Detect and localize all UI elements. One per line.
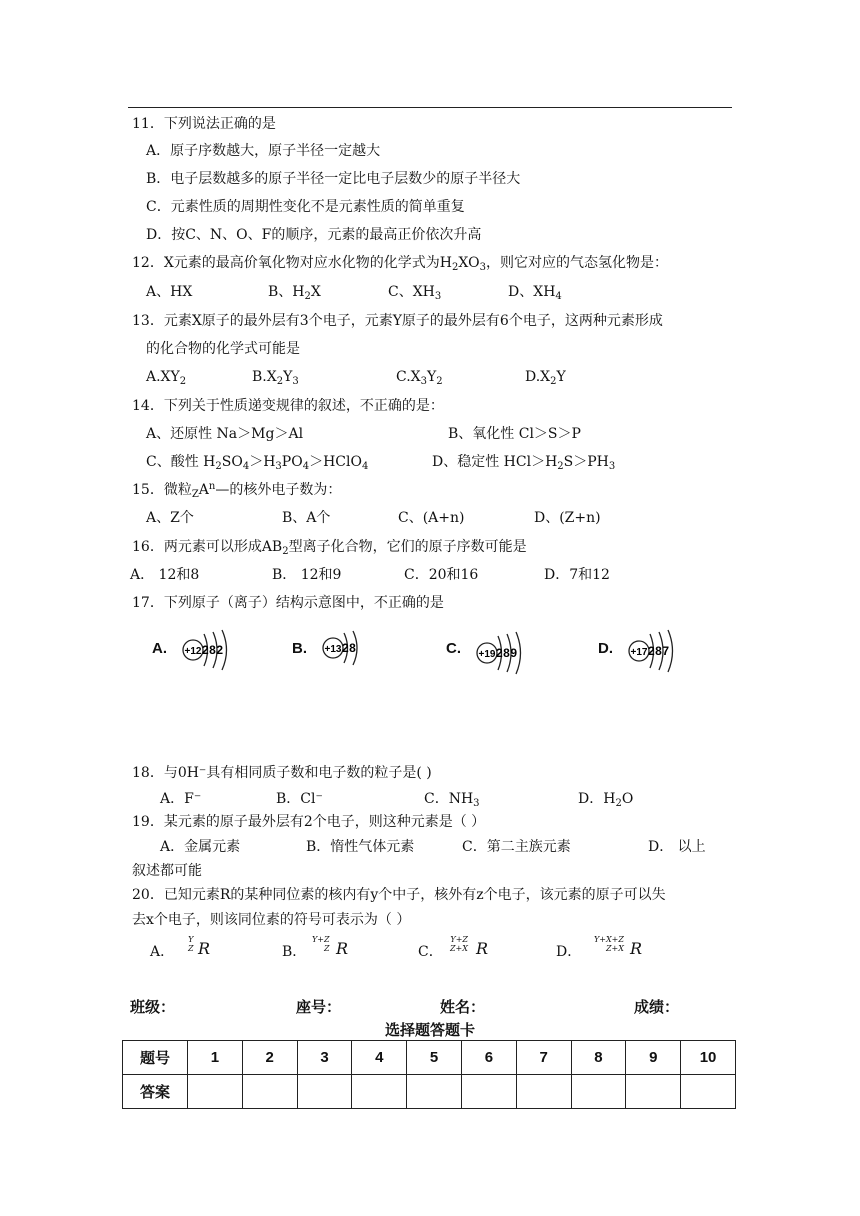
q17-stem: 17．下列原子（离子）结构示意图中，不正确的是 bbox=[132, 595, 444, 611]
isotope-symbol: R bbox=[198, 939, 211, 958]
q19-option-a: A．金属元素 bbox=[160, 839, 241, 855]
question-number: 4 bbox=[352, 1041, 407, 1075]
table-row bbox=[123, 1041, 736, 1075]
q16-option-d: D．7和12 bbox=[544, 567, 610, 583]
row-label-number: 题号 bbox=[123, 1041, 188, 1075]
q11-option-b: B．电子层数越多的原子半径一定比电子层数少的原子半径大 bbox=[146, 171, 521, 187]
atom-diagram-d bbox=[598, 626, 688, 676]
q12-option-b: B、$H_2X$ bbox=[268, 284, 321, 302]
q14-option-b: B、氧化性 Cl＞S＞P bbox=[448, 426, 581, 442]
shell-electrons: 287 bbox=[648, 644, 670, 658]
answer-card-table bbox=[122, 1040, 736, 1109]
name-field-label: 姓名： bbox=[440, 999, 486, 1016]
diagram-label: A. bbox=[152, 640, 167, 657]
q12-stem: 12．X元素的最高价氧化物对应水化物的化学式为$H_2XO_3$，则它对应的气态氢化物是： bbox=[132, 255, 668, 273]
question-number: 5 bbox=[407, 1041, 462, 1075]
q16-option-b: B． 12和9 bbox=[272, 567, 342, 583]
q12-option-d: D、$XH_4$ bbox=[508, 284, 562, 302]
q18-option-a: A．F⁻ bbox=[160, 791, 202, 807]
q19-option-d: D． 以上 bbox=[648, 839, 706, 855]
q19-option-c: C．第二主族元素 bbox=[462, 839, 571, 855]
q13-stem-line1: 13．元素X原子的最外层有3个电子，元素Y原子的最外层有6个电子，这两种元素形成 bbox=[132, 313, 663, 329]
q18-option-c: C．$NH_3$ bbox=[424, 791, 480, 809]
question-number: 6 bbox=[461, 1041, 516, 1075]
answer-cell[interactable] bbox=[461, 1075, 516, 1109]
nucleus-charge: +19 bbox=[478, 649, 496, 660]
isotope-symbol: R bbox=[336, 939, 349, 958]
nucleus-charge: +17 bbox=[630, 647, 648, 658]
q20-option-c: C． Y+Z Z+X R bbox=[418, 935, 489, 960]
nucleus-charge: +13 bbox=[324, 644, 342, 655]
q13-option-a: $A.XY_2$ bbox=[146, 369, 187, 387]
question-number: 3 bbox=[297, 1041, 352, 1075]
q16-option-a: A． 12和8 bbox=[130, 567, 200, 583]
atom-diagram-c bbox=[446, 626, 536, 676]
q14-stem: 14．下列关于性质递变规律的叙述，不正确的是： bbox=[132, 398, 444, 414]
atom-shells-icon bbox=[474, 626, 534, 676]
question-number: 1 bbox=[188, 1041, 243, 1075]
answer-cell[interactable] bbox=[242, 1075, 297, 1109]
q18-option-b: B．Cl⁻ bbox=[276, 791, 323, 807]
q16-option-c: C．20和16 bbox=[404, 567, 479, 583]
q13-stem-line2: 的化合物的化学式可能是 bbox=[146, 341, 300, 357]
q19-stem: 19．某元素的原子最外层有2个电子，则这种元素是（ ） bbox=[132, 814, 486, 830]
question-number: 10 bbox=[681, 1041, 736, 1075]
atom-shells-icon bbox=[180, 626, 240, 676]
q18-option-d: D．$H_2O$ bbox=[578, 791, 634, 809]
shell-electrons: 28 bbox=[342, 641, 357, 655]
q11-option-c: C．元素性质的周期性变化不是元素性质的简单重复 bbox=[146, 199, 465, 215]
isotope-symbol: R bbox=[476, 939, 489, 958]
class-field-label: 班级： bbox=[130, 999, 176, 1016]
answer-card-title: 选择题答题卡 bbox=[384, 1022, 475, 1039]
q11-option-a: A．原子序数越大，原子半径一定越大 bbox=[146, 143, 381, 159]
diagram-label: B. bbox=[292, 640, 307, 657]
answer-cell[interactable] bbox=[571, 1075, 626, 1109]
shell-electrons: 282 bbox=[202, 643, 224, 657]
q12-option-a: A、HX bbox=[146, 284, 193, 300]
q18-stem: 18．与0H⁻具有相同质子数和电子数的粒子是( ) bbox=[132, 765, 432, 781]
question-number: 2 bbox=[242, 1041, 297, 1075]
q12-option-c: C、$XH_3$ bbox=[388, 284, 442, 302]
q16-stem: 16．两元素可以形成$AB_2$型离子化合物，它们的原子序数可能是 bbox=[132, 539, 527, 557]
answer-cell[interactable] bbox=[626, 1075, 681, 1109]
q19-option-d-cont: 叙述都可能 bbox=[132, 863, 202, 879]
q15-option-c: C、(A+n) bbox=[398, 510, 465, 526]
q20-option-a: A． Y Z R bbox=[150, 935, 211, 960]
answer-cell[interactable] bbox=[681, 1075, 736, 1109]
q11-option-d: D．按C、N、O、F的顺序，元素的最高正价依次升高 bbox=[146, 227, 482, 243]
answer-cell[interactable] bbox=[297, 1075, 352, 1109]
q15-option-a: A、Z个 bbox=[146, 510, 194, 526]
diagram-label: C. bbox=[446, 640, 461, 657]
seat-field-label: 座号： bbox=[296, 999, 342, 1016]
q14-option-a: A、还原性 Na＞Mg＞Al bbox=[146, 426, 304, 442]
atom-shells-icon bbox=[626, 626, 686, 676]
table-row bbox=[123, 1075, 736, 1109]
answer-cell[interactable] bbox=[352, 1075, 407, 1109]
top-rule bbox=[128, 107, 732, 108]
q13-option-b: $B.X_2Y_3$ bbox=[252, 369, 299, 387]
nucleus-charge: +12 bbox=[184, 646, 202, 657]
q13-option-d: $D.X_2Y$ bbox=[525, 369, 566, 387]
q20-stem-line2: 去x个电子，则该同位素的符号可表示为（ ） bbox=[132, 912, 411, 928]
answer-cell[interactable] bbox=[188, 1075, 243, 1109]
atom-diagram-b bbox=[292, 626, 382, 676]
question-number: 8 bbox=[571, 1041, 626, 1075]
answer-cell[interactable] bbox=[516, 1075, 571, 1109]
q15-option-b: B、A个 bbox=[282, 510, 331, 526]
diagram-label: D. bbox=[598, 640, 613, 657]
row-label-answer: 答案 bbox=[123, 1075, 188, 1109]
shell-electrons: 289 bbox=[496, 646, 518, 660]
answer-cell[interactable] bbox=[407, 1075, 462, 1109]
q15-stem: 15．微粒$_ZA^n—$的核外电子数为： bbox=[132, 481, 342, 500]
q20-option-b: B． Y+Z Z R bbox=[282, 935, 349, 960]
q15-option-d: D、(Z+n) bbox=[534, 510, 601, 526]
atom-shells-icon bbox=[320, 626, 380, 676]
question-number: 9 bbox=[626, 1041, 681, 1075]
q20-stem-line1: 20．已知元素R的某种同位素的核内有y个中子，核外有z个电子，该元素的原子可以失 bbox=[132, 887, 666, 903]
q11-stem: 11．下列说法正确的是 bbox=[132, 116, 276, 132]
q19-option-b: B．惰性气体元素 bbox=[306, 839, 415, 855]
score-field-label: 成绩： bbox=[634, 999, 680, 1016]
question-number: 7 bbox=[516, 1041, 571, 1075]
isotope-symbol: R bbox=[630, 939, 643, 958]
q14-option-c: C、酸性 $H_2SO_4>H_3PO_4>HClO_4$ bbox=[146, 454, 369, 472]
q20-option-d: D． Y+X+Z Z+X R bbox=[556, 935, 643, 960]
q14-option-d: D、稳定性 $HCl>H_2S>PH_3$ bbox=[432, 454, 616, 472]
atom-diagram-a bbox=[152, 626, 242, 676]
q13-option-c: $C.X_3Y_2$ bbox=[396, 369, 443, 387]
